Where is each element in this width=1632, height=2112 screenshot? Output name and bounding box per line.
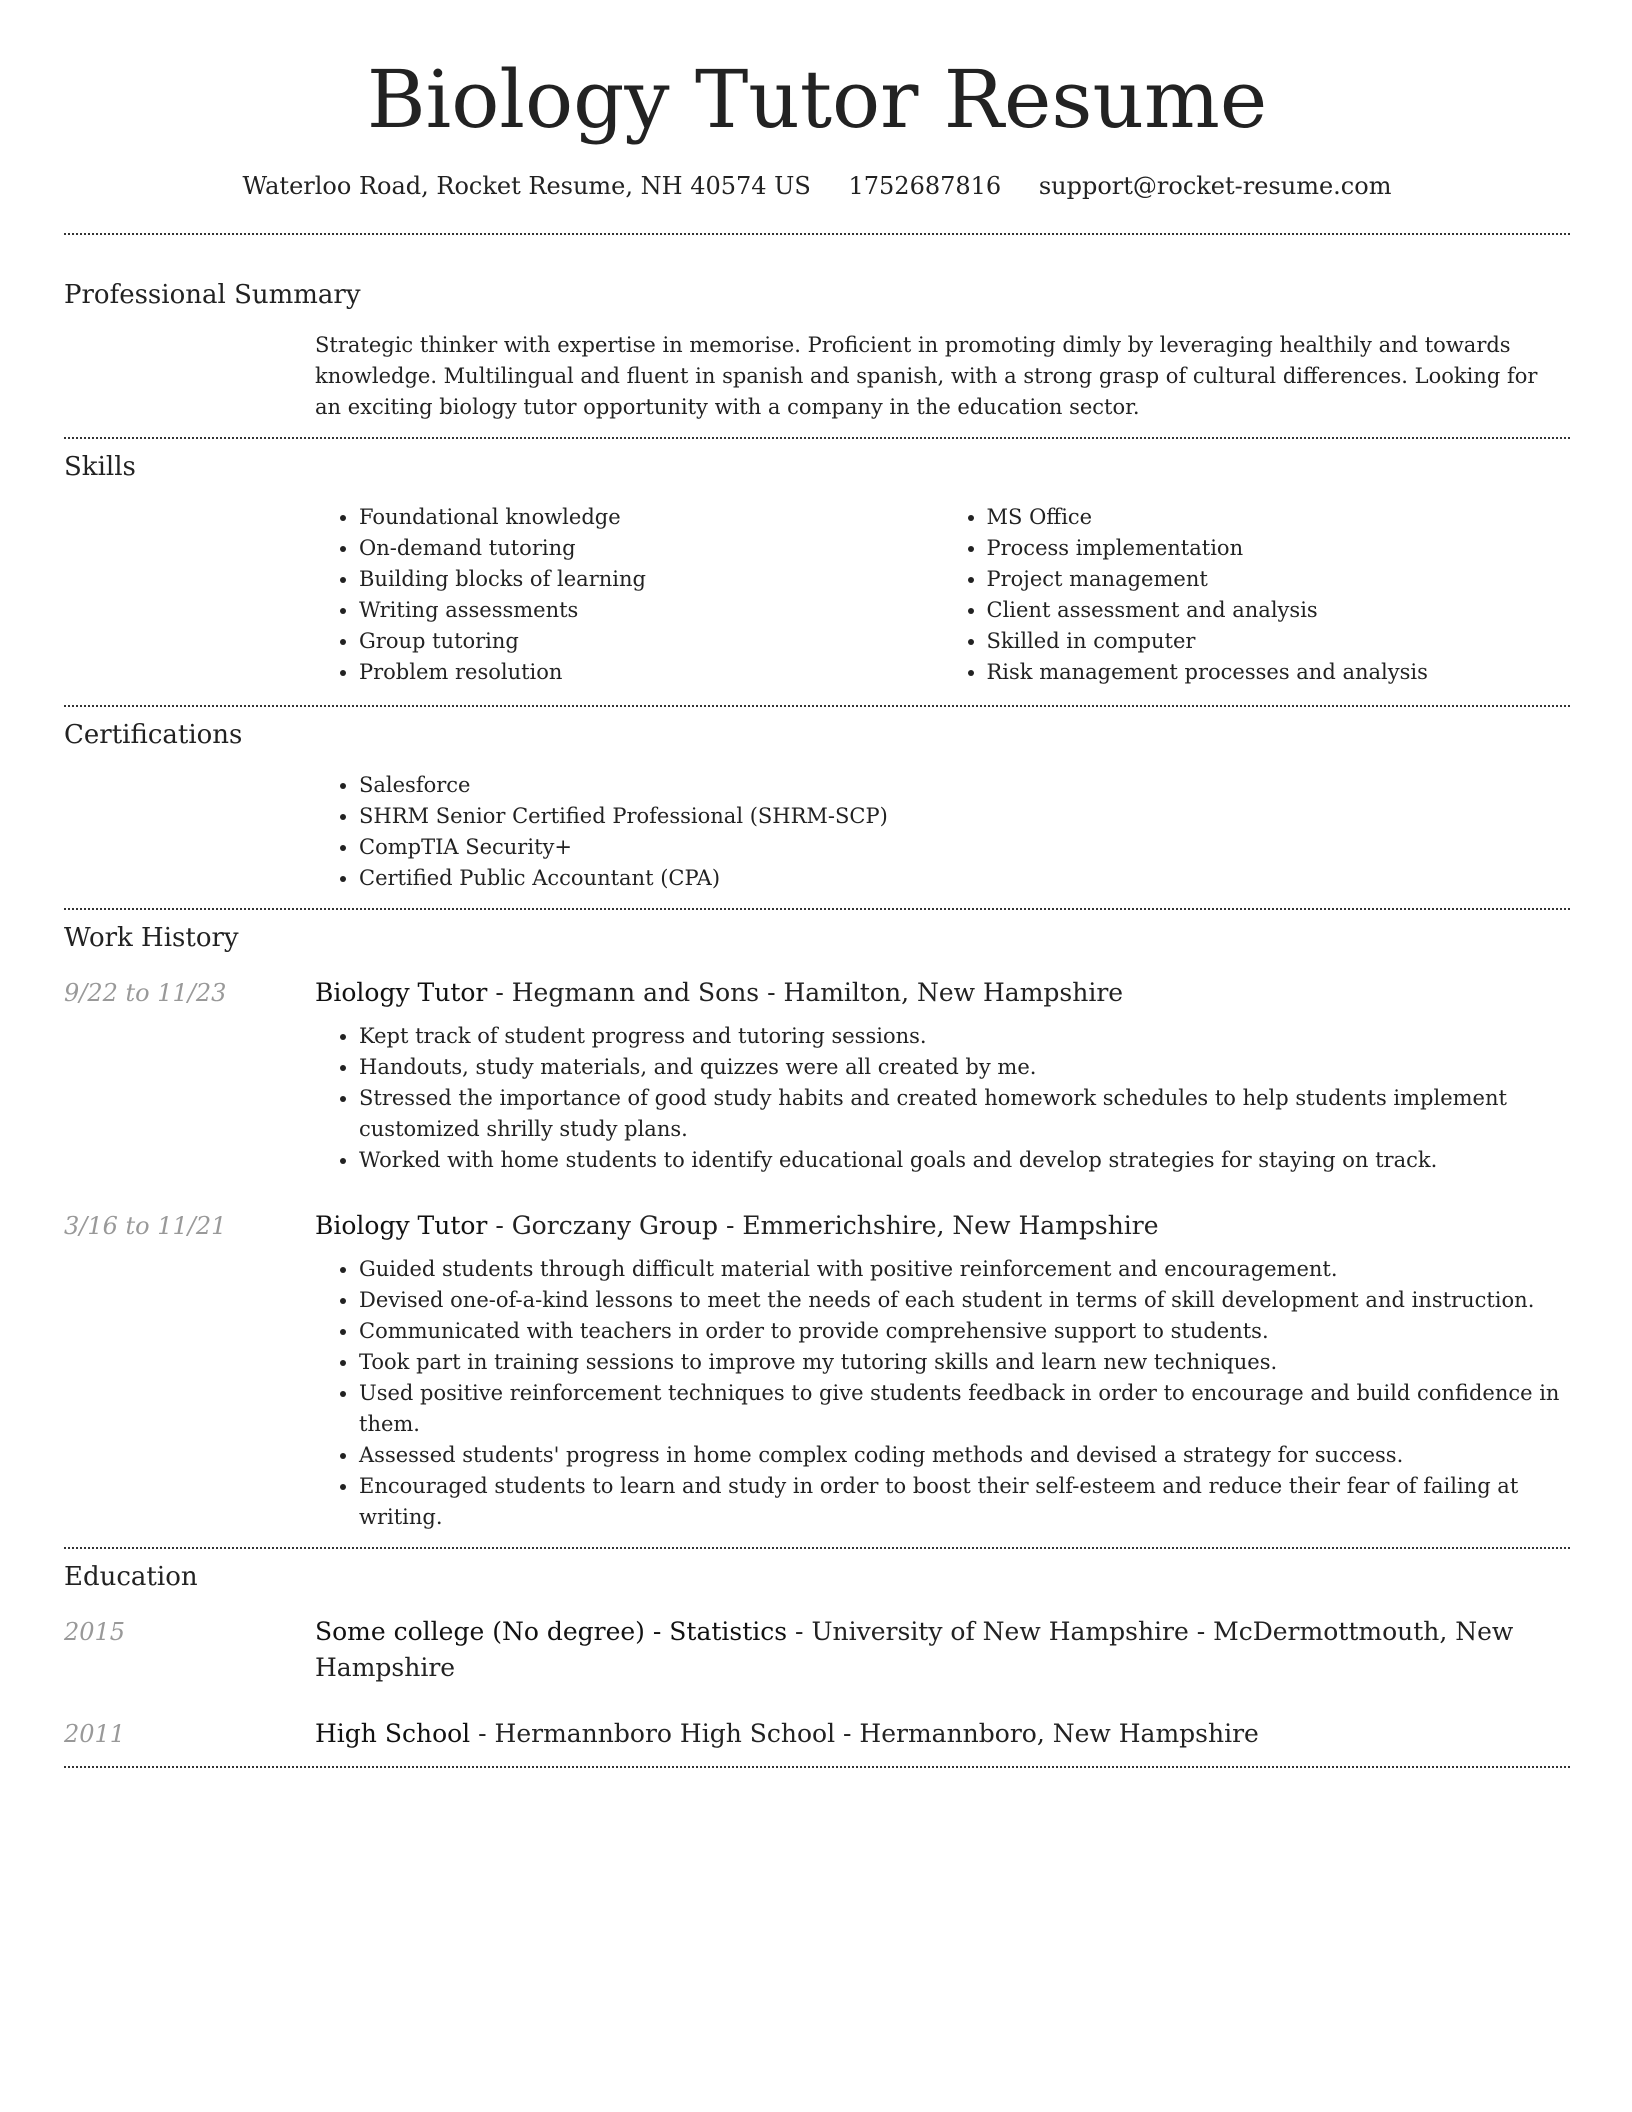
section-title-education: Education <box>64 1562 198 1592</box>
section-title-skills: Skills <box>64 452 136 482</box>
education-year: 2015 <box>64 1618 126 1646</box>
contact-line <box>64 170 1570 202</box>
skill-item: • On-demand tutoring <box>359 533 943 564</box>
education-heading <box>315 1716 1570 1752</box>
work-bullets <box>315 1021 1570 1176</box>
work-dates: 9/22 to 11/23 <box>64 979 227 1007</box>
certification-item: • CompTIA Security+ <box>359 832 1570 863</box>
work-heading <box>315 1208 1570 1244</box>
skill-item: • Process implementation <box>987 533 1571 564</box>
section-skills <box>64 439 1570 705</box>
work-role: Biology Tutor <box>315 978 488 1007</box>
certification-item: • Certified Public Accountant (CPA) <box>359 863 1570 894</box>
certifications-content <box>315 770 1570 908</box>
work-bullet-list <box>315 1254 1570 1533</box>
skills-list-right <box>943 502 1571 688</box>
section-certifications <box>64 707 1570 908</box>
section-work-history <box>64 910 1570 1547</box>
work-bullet: • Handouts, study materials, and quizzes were all created by me. <box>359 1052 1570 1083</box>
skill-item: • Group tutoring <box>359 626 943 657</box>
work-role: Biology Tutor <box>315 1211 488 1240</box>
skill-item: • MS Office <box>987 502 1571 533</box>
education-details: - Hermannboro High School - Hermannboro, New Hampshire <box>470 1719 1259 1748</box>
skill-item: • Problem resolution <box>359 657 943 688</box>
work-dates: 3/16 to 11/21 <box>64 1212 227 1240</box>
work-bullet: • Communicated with teachers in order to provide comprehensive support to students. <box>359 1316 1570 1347</box>
contact-email[interactable]: support@rocket-resume.com <box>1038 172 1392 200</box>
work-bullet: • Used positive reinforcement techniques to give students feedback in order to encourage and build confidence in them. <box>359 1378 1570 1440</box>
section-title-work: Work History <box>64 923 239 953</box>
skill-item: • Risk management processes and analysis <box>987 657 1571 688</box>
education-degree: Some college (No degree) - Statistics <box>315 1617 788 1646</box>
divider <box>64 1766 1570 1768</box>
skill-item: • Writing assessments <box>359 595 943 626</box>
section-summary <box>64 235 1570 437</box>
work-bullet: • Worked with home students to identify educational goals and develop strategies for staying on track. <box>359 1145 1570 1176</box>
work-details: - Gorczany Group - Emmerichshire, New Hampshire <box>487 1211 1159 1240</box>
work-bullet: • Guided students through difficult material with positive reinforcement and encouragement. <box>359 1254 1570 1285</box>
skills-grid <box>315 502 1570 705</box>
work-bullet: • Devised one-of-a-kind lessons to meet the needs of each student in terms of skill development and instruction. <box>359 1285 1570 1316</box>
education-year: 2011 <box>64 1720 126 1748</box>
work-bullet: • Encouraged students to learn and study in order to boost their self-esteem and reduce their fear of failing at writing. <box>359 1471 1570 1533</box>
education-entry <box>64 1716 1570 1766</box>
work-bullets <box>315 1254 1570 1547</box>
work-details: - Hegmann and Sons - Hamilton, New Hampshire <box>487 978 1124 1007</box>
work-bullet: • Took part in training sessions to improve my tutoring skills and learn new techniques. <box>359 1347 1570 1378</box>
contact-address: Waterloo Road, Rocket Resume, NH 40574 US <box>242 172 811 200</box>
work-bullet: • Assessed students' progress in home complex coding methods and devised a strategy for success. <box>359 1440 1570 1471</box>
skill-item: • Foundational knowledge <box>359 502 943 533</box>
education-entry <box>64 1614 1570 1686</box>
summary-text: Strategic thinker with expertise in memorise. Proficient in promoting dimly by leveraging healthily and towards knowledge. Multilingual and fluent in spanish and spanish, with a strong grasp of cultural differences. Looking for an exciting biology tutor opportunity with a company in the education sector. <box>315 333 1538 419</box>
certification-item: • Salesforce <box>359 770 1570 801</box>
work-entry <box>64 1208 1570 1547</box>
work-bullet: • Kept track of student progress and tutoring sessions. <box>359 1021 1570 1052</box>
skills-list-left <box>315 502 943 688</box>
section-education <box>64 1549 1570 1766</box>
skill-item: • Project management <box>987 564 1571 595</box>
certification-item: • SHRM Senior Certified Professional (SHRM-SCP) <box>359 801 1570 832</box>
certifications-list <box>315 770 1570 894</box>
work-heading <box>315 975 1570 1011</box>
work-entry <box>64 975 1570 1176</box>
resume-page <box>64 0 1570 1768</box>
resume-title: Biology Tutor Resume <box>366 53 1268 146</box>
education-details: - University of New Hampshire - McDermottmouth, New Hampshire <box>315 1617 1514 1682</box>
section-title-summary: Professional Summary <box>64 280 361 310</box>
section-title-certifications: Certifications <box>64 720 243 750</box>
work-bullet: • Stressed the importance of good study habits and created homework schedules to help students implement customized shrilly study plans. <box>359 1083 1570 1145</box>
skill-item: • Building blocks of learning <box>359 564 943 595</box>
education-degree: High School <box>315 1719 471 1748</box>
skill-item: • Skilled in computer <box>987 626 1571 657</box>
skill-item: • Client assessment and analysis <box>987 595 1571 626</box>
work-bullet-list <box>315 1021 1570 1176</box>
contact-phone: 1752687816 <box>848 172 1002 200</box>
education-heading <box>315 1614 1570 1686</box>
